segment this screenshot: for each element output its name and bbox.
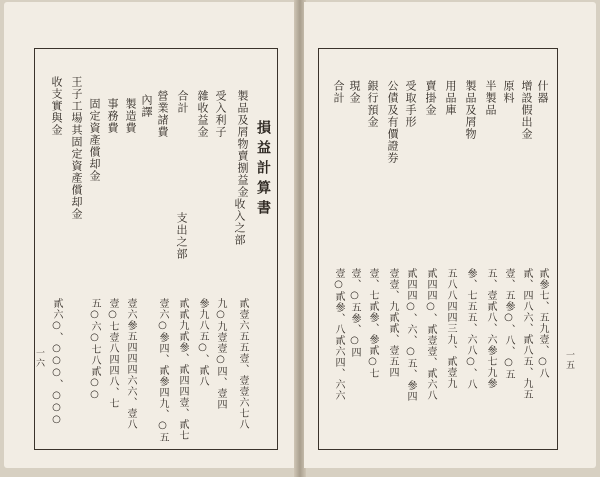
left-item-value: 壹○七壹八四四八、七 (107, 298, 118, 409)
left-item-label: 固定資產償却金 (88, 98, 101, 182)
left-item-label: 製品及屑物賣捌益金 (236, 90, 249, 198)
right-page (304, 2, 596, 468)
left-item-value: 貳壹六五五壹、壹壹六七八 (237, 298, 248, 430)
right-item-value: 壹○貳參、八貳六四、六六 (333, 268, 344, 401)
statement-title: 損益計算書 (255, 120, 271, 220)
right-item-label: 合計 (332, 80, 345, 104)
left-item-value: 貳六○、○○○、○○○ (51, 298, 62, 426)
right-item-label: 製品及屑物 (464, 80, 477, 140)
right-item-value: 貳、四八六、貳八五、九五 (521, 268, 532, 400)
left-item-value: 壹六○參四、貳參四九、○五 (157, 298, 168, 443)
right-item-value: 貳參七、五九壹、○八 (537, 268, 548, 379)
right-item-label: 銀行預金 (366, 80, 379, 128)
left-item-label: 製造費 (124, 98, 137, 134)
left-item-label: 合計 (176, 90, 189, 114)
right-item-label: 什器 (536, 80, 549, 104)
left-item-value: 參九八五○、貳八 (197, 298, 208, 387)
left-item-value: 貳貳九貳參、貳四四壹、貳七 (177, 298, 188, 441)
right-item-label: 受取手形 (404, 80, 417, 128)
left-item-label: 內譯 (140, 94, 153, 118)
left-item-label: 受入利子 (214, 90, 227, 138)
right-item-label: 半製品 (484, 80, 497, 116)
income-section-heading: 收入之部 (233, 198, 246, 246)
right-item-label: 現金 (348, 80, 361, 104)
right-item-value: 五、壹貳八、六參七九參 (485, 268, 496, 389)
right-item-label: 增設假出金 (520, 80, 533, 140)
left-item-label: 雜收益金 (196, 90, 209, 138)
right-item-label: 賣掛金 (424, 80, 437, 116)
left-item-value: 壹六參五四四四六六、壹八 (125, 298, 136, 430)
left-item-label: 營業諸費 (156, 90, 169, 138)
left-item-value: 五○六○七八貳○○ (89, 298, 100, 401)
right-item-label: 用品庫 (444, 80, 457, 116)
left-folio: 一六 (34, 348, 44, 368)
right-item-value: 參、七五五、六八○、八 (465, 268, 476, 390)
left-item-label: 事務費 (106, 98, 119, 134)
right-item-value: 壹、五參○、八、○五 (503, 268, 514, 380)
right-item-label: 原料 (502, 80, 515, 104)
right-item-value: 壹、○五參、○四 (349, 268, 360, 358)
expense-section-heading: 支出之部 (175, 212, 188, 260)
right-item-value: 貳四四○、貳壹壹、貳六八 (425, 268, 436, 401)
right-item-value: 五八八四四三九、貳壹九 (445, 268, 456, 389)
left-item-value: 九○九壹壹○四、壹四 (215, 298, 226, 410)
right-item-value: 貳四四○、六、○五、參四 (405, 268, 416, 402)
right-item-value: 壹、七貳參、參貳○七 (367, 268, 378, 379)
left-item-label: 收支實與金 (50, 76, 63, 136)
right-item-label: 公債及有價證券 (386, 80, 399, 164)
left-page (4, 2, 296, 468)
right-folio: 一五 (564, 350, 574, 370)
right-item-value: 壹壹、九貳貳、壹五四 (387, 268, 398, 378)
left-item-label: 王子工場其固定資產償却金 (70, 76, 83, 220)
